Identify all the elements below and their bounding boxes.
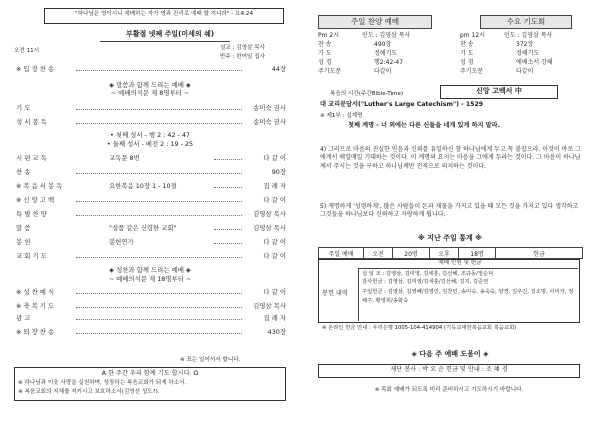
service-time: 오전 11시 [14, 48, 40, 54]
dotted-leader [76, 307, 242, 308]
attendance-cell: 주일 예배 [319, 248, 364, 259]
last-week-header: ※ 지난 주일 통계 ※ [418, 234, 482, 242]
wed-header: 수요 기도회 [480, 15, 572, 29]
dotted-leader [214, 187, 242, 188]
dotted-leader [76, 319, 242, 320]
service-detail: 다같이 [516, 68, 534, 75]
order-leader: 김영삼 목사 [253, 302, 286, 310]
order-value: • 둘째 성서 - 베전 2 : 19 - 25 [106, 140, 194, 148]
offering-divider [358, 268, 359, 321]
offering-row-1: 십 일 조 : 김영삼, 김미영, 김세훈, 김선혜, 조규동/정순덕 [362, 271, 494, 277]
preacher-label: 설교 : 김영삼 목사 [220, 45, 266, 51]
dotted-leader [214, 159, 242, 160]
service-item: Pm 2시 [318, 32, 339, 39]
commandment: 첫째 계명 - 너 외에는 다른 신들을 네게 있게 하지 말라. [348, 122, 500, 129]
dotted-leader [76, 257, 242, 258]
order-value: "성품 같은 신령한 교회" [109, 224, 177, 232]
order-value: 요한복음 10장 1 - 10절 [109, 182, 177, 190]
order-leader: 44장 [271, 65, 286, 73]
final-note: ※ 목회 예배가 되도록 미리 준비하시고 기도하시기 바랍니다. [374, 387, 524, 393]
faith-small-label: 복음의 시간(주간Bible-Time) [330, 91, 404, 97]
order-label: 찬 송 [16, 168, 31, 176]
service-item: 주기도문 [460, 68, 484, 75]
service-detail: 정해기도 [516, 50, 540, 57]
sunday-header: 주일 찬양 예배 [318, 15, 432, 29]
next-week-header: ◈ 다음 주 예배 도움이 ◈ [411, 350, 489, 358]
account-info: ※ 온라인 헌금 안내 : 우리은행 1005-104-414904 (기독교대한복음교회 복음교회) [322, 325, 517, 331]
offering-header-line [358, 268, 578, 269]
service-item: pm 12시 [460, 32, 485, 39]
order-label: 특 별 찬 양 [16, 210, 47, 218]
order-label: ※ 입 장 찬 송 [16, 65, 55, 73]
offering-header: 예배 인원 및 헌금 [438, 260, 482, 266]
order-label: ※ 성 찬 예 식 [16, 288, 55, 296]
dotted-leader [76, 70, 242, 71]
order-leader: 90장 [271, 168, 286, 176]
order-label: ※ 퇴 장 찬 송 [16, 328, 55, 336]
prayer-line-2: ※ 복음교회의 지체를 지키시고 보호하소서(김영선 성도?). [18, 389, 160, 395]
order-label: 기 도 [16, 104, 31, 112]
service-item: 기 도 [318, 50, 332, 57]
order-value: ~ 예배의식문 제 8명부터 ~ [110, 89, 190, 97]
faith-header: 신앙 고백서 中 [476, 87, 522, 95]
dotted-leader [76, 215, 242, 216]
dotted-leader [76, 333, 242, 334]
order-label: ※ 복 음 서 봉 독 [16, 182, 63, 190]
part-title: ※ 제1부 : 십계명 [320, 113, 363, 119]
dotted-leader [76, 201, 242, 202]
order-leader: 다 같 이 [263, 154, 286, 162]
attendance-cell: 오전 [364, 248, 393, 259]
service-detail: 다같이 [374, 68, 392, 75]
order-leader: 송미숙 권사 [253, 104, 286, 112]
order-value: ◈ 말씀과 함께 드리는 예배 ◈ [109, 81, 191, 89]
order-value: 봉헌연가 [109, 238, 134, 246]
attendance-cell: 오후 [430, 248, 459, 259]
title-divider [100, 41, 230, 42]
order-leader: 김영삼 목사 [253, 224, 286, 232]
verse-text: "하나님은 영이시니 예배하는 자가 영과 진리로 예배 할 지니라" - 요4:24 [75, 11, 253, 17]
service-detail: 인도 : 김영삼 목사 [362, 32, 411, 39]
service-detail: 에베소서 강해 [516, 59, 553, 66]
attendance-cell: 헌금 [496, 248, 583, 259]
dotted-leader [214, 243, 242, 244]
attendance-table [318, 247, 583, 259]
attendance-cell: 20명 [393, 248, 430, 259]
service-item: 주기도문 [318, 68, 342, 75]
order-label: 광 고 [16, 314, 31, 322]
order-value: ~ 예배의식문 제 18명부터 ~ [108, 275, 192, 283]
order-leader: 집 례 자 [263, 182, 286, 190]
service-item: 찬 송 [460, 41, 474, 48]
service-detail: 490장 [374, 41, 392, 48]
service-item: 성 경 [460, 59, 474, 66]
order-leader: 다 같 이 [263, 288, 286, 296]
footnote: ※ 표는 일어서서 합니다. [180, 357, 241, 363]
service-detail: 행2:42-47 [374, 59, 404, 66]
prayer-line-1: ※ 하나님과 이웃 사랑을 실천하며, 성장하는 복음교회가 되게 하소서. [18, 380, 187, 386]
order-leader: 송미숙 권사 [253, 118, 286, 126]
service-detail: 인도 : 김영삼 목사 [504, 32, 553, 39]
paragraph-1: 4) 그러므로 마음의 진실한 믿음과 신뢰를 유일하신 참 하나님에게 두고 꼭 붙잡으라. 이것이 바로 그에게서 매일매일 기대하는 것이다. 이 계명의 요지는 마음을 그에게 두라는 것이다. 그 마음이 하나님께서 주시는 것을 구하고 하나님께만 전적으로 의지하는 것이다. [320, 146, 581, 170]
order-leader: 다 같 이 [263, 196, 286, 204]
order-leader: 김영삼 목사 [253, 210, 286, 218]
offering-label: 봉헌 내역 [322, 290, 348, 297]
reader-label: 반주 : 한여일 집사 [220, 54, 266, 60]
paragraph-2: 5) 계명하게 '성령하게', 많은 사람들이 돈과 재물을 가지고 있을 때 모든 것을 가지고 있다 생각하고 그것들을 하나님보다 신뢰하고 자랑하게 됩니다. [320, 203, 579, 219]
dotted-leader [76, 123, 242, 124]
order-leader: 다 같 이 [263, 252, 286, 260]
order-leader: 다 같 이 [263, 238, 286, 246]
service-detail: 372장 [516, 41, 534, 48]
dotted-leader [214, 229, 242, 230]
order-value: • 첫째 성서 - 행 2 : 42 - 47 [109, 131, 190, 139]
attendance-cell: 18명 [459, 248, 496, 259]
offering-row-2: 감사헌금 : 김영삼, 김미영/김세훈/김선혜, 김지, 김준권 [362, 279, 489, 285]
dotted-leader [76, 173, 242, 174]
order-label: ※ 신 앙 고 백 [16, 196, 55, 204]
offering-row-3: 주일헌금 : 김영삼, 김영혜/김영민, 김찬민, 송미숙, 송숙숙, 양경, 김우진, 김소명, 이미자, 정해주, 황영희/송화숙 [362, 289, 574, 304]
order-label: 교 회 기 도 [16, 252, 47, 260]
order-value: 교독문 8번 [109, 154, 140, 162]
dotted-leader [76, 109, 242, 110]
order-leader: 430장 [267, 328, 286, 336]
order-label: 봉 헌 [16, 238, 31, 246]
service-detail: 정해기도 [374, 50, 398, 57]
order-label: 성 서 봉 독 [16, 118, 47, 126]
order-label: 말 씀 [16, 224, 31, 232]
order-value: ◈ 성찬과 함께 드리는 예배 ◈ [109, 266, 191, 274]
catechism-title: 대 교리문답서("Luther's Large Catechism") - 1529 [320, 101, 484, 108]
order-leader: 집 례 자 [263, 314, 286, 322]
prayer-title: A 한 주간 우리 함께 기도 합시다. Ω [101, 370, 199, 377]
service-item: 기 도 [460, 50, 474, 57]
dotted-leader [76, 293, 242, 294]
service-item: 성 경 [318, 59, 332, 66]
order-label: ※ 축 복 기 도 [16, 302, 55, 310]
order-label: 시 편 교 독 [16, 154, 47, 162]
next-week-row: 제단 봉사 : 박 요 순 헌금 및 안내 : 조 혜 경 [390, 366, 508, 373]
page-title: 부활절 넷째 주일(미세의 쉐) [125, 30, 215, 38]
service-item: 찬 송 [318, 41, 332, 48]
